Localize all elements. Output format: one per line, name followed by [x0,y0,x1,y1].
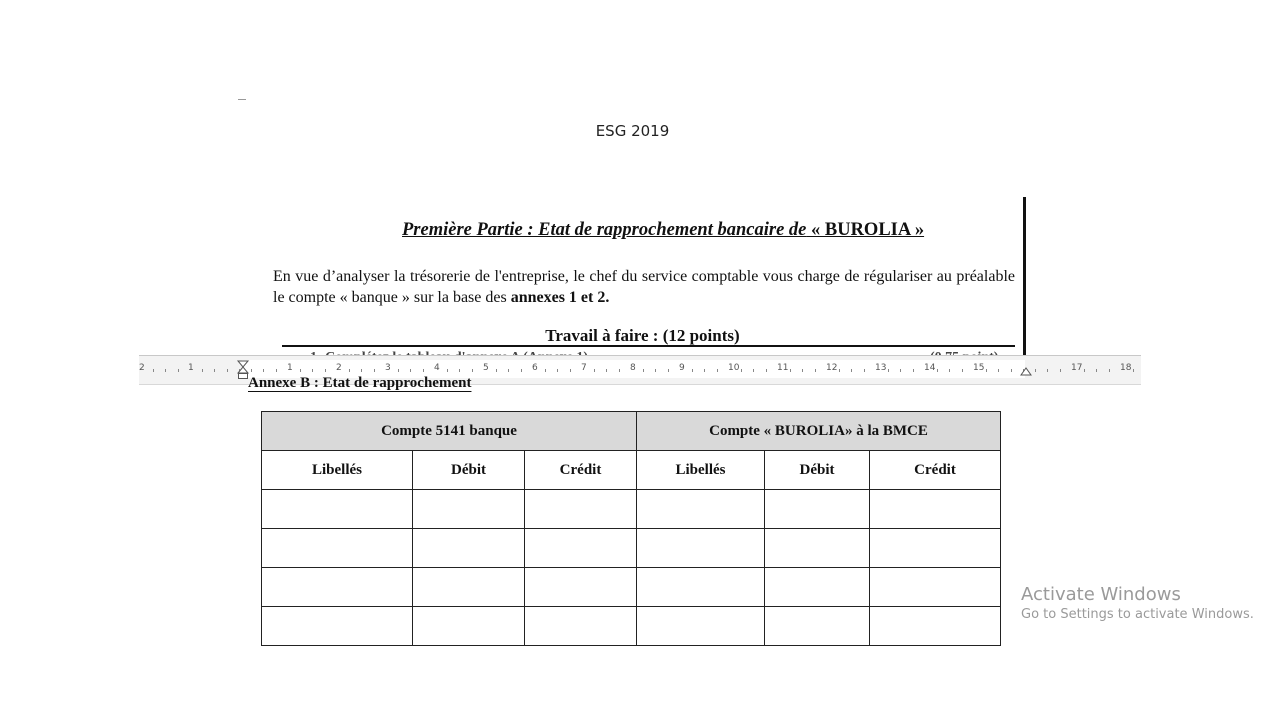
ruler-label: 3 [385,363,391,373]
table-cell[interactable] [262,490,413,529]
ruler-label: 10 [728,363,740,373]
ruler-label: 7 [581,363,587,373]
column-header: Libellés [637,451,765,490]
table-cell[interactable] [870,607,1001,646]
table-row[interactable] [262,529,1001,568]
column-header: Crédit [870,451,1001,490]
ruler-label: 2 [139,363,145,373]
ruler-label: 18 [1120,363,1132,373]
table-cell[interactable] [525,529,637,568]
reconciliation-table [261,411,1001,646]
annexe-title-text: Annexe B : Etat de rapprochement [248,375,472,391]
table-cell[interactable] [637,490,765,529]
table-cell[interactable] [765,607,870,646]
column-header: Libellés [262,451,413,490]
intro-paragraph-text: En vue d’analyser la trésorerie de l'entreprise, le chef du service comptable vous charge de régulariser au préalable le compte « banque » sur la base des [273,268,1015,306]
page-header: ESG 2019 [595,122,670,140]
table-column-header-row [262,451,1001,490]
group-header-bmce: Compte « BUROLIA» à la BMCE [637,412,1001,451]
watermark-line2: Go to Settings to activate Windows. [1021,607,1254,622]
ruler-label: 8 [630,363,636,373]
ruler-label: 4 [434,363,440,373]
table-cell[interactable] [525,607,637,646]
intro-paragraph-bold: annexes 1 et 2. [510,289,610,306]
table-row[interactable] [262,607,1001,646]
ruler-label: 14 [924,363,936,373]
ruler-label: 6 [532,363,538,373]
table-cell[interactable] [765,490,870,529]
ruler-label: 11 [777,363,789,373]
ruler-label: 1 [188,363,194,373]
table-row[interactable] [262,490,1001,529]
column-header: Débit [765,451,870,490]
table-cell[interactable] [870,529,1001,568]
table-cell[interactable] [413,490,525,529]
ruler-label: 2 [336,363,342,373]
work-heading: Travail à faire : (12 points) [545,326,740,345]
ruler-label: 12 [826,363,838,373]
group-header-bank: Compte 5141 banque [262,412,637,451]
ruler-label: 1 [287,363,293,373]
ruler-label: 13 [875,363,887,373]
table-cell[interactable] [262,607,413,646]
table-cell[interactable] [870,568,1001,607]
column-header: Crédit [525,451,637,490]
table-cell[interactable] [765,529,870,568]
table-cell[interactable] [413,568,525,607]
table-cell[interactable] [262,529,413,568]
ruler-label: 9 [679,363,685,373]
table-cell[interactable] [262,568,413,607]
watermark-line1: Activate Windows [1021,584,1181,605]
table-cell[interactable] [765,568,870,607]
table-cell[interactable] [637,607,765,646]
table-group-header-row [262,412,1001,451]
ruler-label: 17 [1071,363,1083,373]
table-cell[interactable] [637,529,765,568]
column-header: Débit [413,451,525,490]
table-cell[interactable] [525,568,637,607]
section-title-company: « BUROLIA » [811,220,925,240]
ruler-label: 5 [483,363,489,373]
table-cell[interactable] [413,529,525,568]
table-cell[interactable] [637,568,765,607]
section-title-text: Première Partie : Etat de rapprochement bancaire de [402,220,807,240]
table-row[interactable] [262,568,1001,607]
table-cell[interactable] [525,490,637,529]
ruler-label: 15 [973,363,985,373]
table-cell[interactable] [413,607,525,646]
table-cell[interactable] [870,490,1001,529]
activation-watermark [1021,584,1254,622]
